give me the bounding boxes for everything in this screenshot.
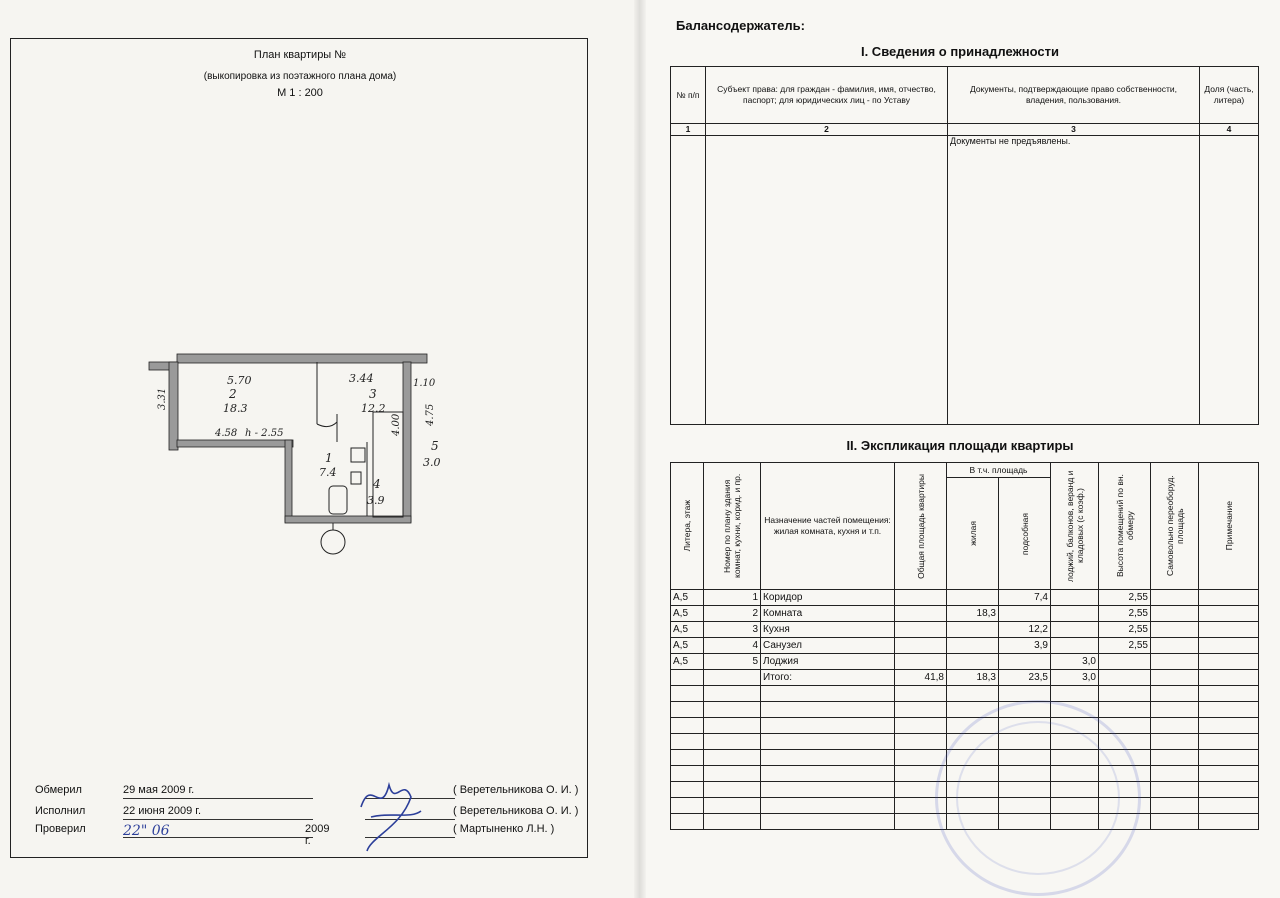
cell-purpose: Санузел bbox=[761, 638, 895, 654]
dim-room3-width: 4.00 bbox=[391, 413, 402, 436]
signature-name: ( Мартыненко Л.Н. ) bbox=[453, 823, 555, 835]
signature-date: 22" 06 bbox=[123, 823, 313, 838]
empty-cell bbox=[1051, 686, 1099, 702]
table-cell bbox=[671, 136, 706, 425]
cell-loggia bbox=[1051, 622, 1099, 638]
room-3-number: 3 bbox=[369, 387, 377, 401]
signature-year: 2009 г. bbox=[305, 823, 330, 847]
room-1-area: 7.4 bbox=[319, 466, 337, 479]
cell-aux bbox=[999, 654, 1051, 670]
cell-purpose: Комната bbox=[761, 606, 895, 622]
empty-cell bbox=[761, 814, 895, 830]
empty-cell bbox=[704, 814, 761, 830]
cell-note bbox=[1199, 654, 1259, 670]
empty-cell bbox=[947, 686, 999, 702]
cell-number: 4 bbox=[704, 638, 761, 654]
cell-self bbox=[1151, 670, 1199, 686]
cell-total bbox=[895, 622, 947, 638]
plan-scale: М 1 : 200 bbox=[277, 87, 323, 99]
cell-litera: А,5 bbox=[671, 654, 704, 670]
total-row bbox=[671, 670, 1259, 686]
cell-number: 1 bbox=[704, 590, 761, 606]
empty-cell bbox=[704, 750, 761, 766]
empty-cell bbox=[1151, 686, 1199, 702]
empty-cell bbox=[671, 814, 704, 830]
signature-date: 29 мая 2009 г. bbox=[123, 784, 313, 799]
empty-cell bbox=[671, 798, 704, 814]
cell-height bbox=[1099, 670, 1151, 686]
plan-frame bbox=[10, 38, 588, 858]
signature-date: 22 июня 2009 г. bbox=[123, 805, 313, 820]
cell-note bbox=[1199, 606, 1259, 622]
table-cell bbox=[1200, 136, 1259, 425]
dim-room2-length: 5.70 bbox=[227, 374, 252, 387]
cell-height: 2,55 bbox=[1099, 606, 1151, 622]
empty-cell bbox=[1099, 686, 1151, 702]
empty-cell bbox=[704, 702, 761, 718]
header-auxiliary: подсобная bbox=[999, 478, 1051, 590]
cell-total bbox=[895, 606, 947, 622]
empty-cell bbox=[895, 702, 947, 718]
empty-cell bbox=[704, 798, 761, 814]
signature-label: Проверил bbox=[35, 823, 86, 835]
empty-cell bbox=[999, 686, 1051, 702]
column-number: 2 bbox=[706, 124, 948, 136]
dim-room3-length: 3.44 bbox=[349, 372, 374, 385]
header-height: Высота помещений по вн. обмеру bbox=[1099, 463, 1151, 590]
cell-note bbox=[1199, 590, 1259, 606]
header-living: жилая bbox=[947, 478, 999, 590]
empty-row bbox=[671, 686, 1259, 702]
empty-cell bbox=[704, 686, 761, 702]
table-row bbox=[671, 606, 1259, 622]
empty-cell bbox=[671, 766, 704, 782]
cell-living bbox=[947, 638, 999, 654]
header-total-area: Общая площадь квартиры bbox=[895, 463, 947, 590]
cell-self bbox=[1151, 590, 1199, 606]
cell-aux: 12,2 bbox=[999, 622, 1051, 638]
cell-height: 2,55 bbox=[1099, 622, 1151, 638]
column-number: 4 bbox=[1200, 124, 1259, 136]
cell-loggia bbox=[1051, 590, 1099, 606]
room-5-area: 3.0 bbox=[423, 456, 441, 469]
empty-cell bbox=[761, 718, 895, 734]
cell-height: 2,55 bbox=[1099, 590, 1151, 606]
cell-litera: А,5 bbox=[671, 622, 704, 638]
signature-name: ( Веретельникова О. И. ) bbox=[453, 805, 579, 817]
empty-cell bbox=[1151, 766, 1199, 782]
table-row bbox=[671, 622, 1259, 638]
cell-loggia bbox=[1051, 606, 1099, 622]
cell-living bbox=[947, 654, 999, 670]
empty-cell bbox=[1199, 750, 1259, 766]
floor-plan-drawing bbox=[141, 324, 461, 569]
cell-total bbox=[895, 638, 947, 654]
cell-living: 18,3 bbox=[947, 606, 999, 622]
room-2-number: 2 bbox=[229, 387, 237, 401]
empty-cell bbox=[761, 766, 895, 782]
signature-label: Исполнил bbox=[35, 805, 86, 817]
handwritten-signature-icon bbox=[341, 767, 431, 857]
cell-loggia bbox=[1051, 638, 1099, 654]
room-4-area: 3.9 bbox=[367, 494, 385, 507]
empty-cell bbox=[704, 718, 761, 734]
empty-cell bbox=[761, 782, 895, 798]
empty-cell bbox=[1199, 782, 1259, 798]
empty-cell bbox=[704, 734, 761, 750]
table-row bbox=[671, 590, 1259, 606]
section1-title: I. Сведения о принадлежности bbox=[860, 44, 1060, 59]
empty-cell bbox=[895, 718, 947, 734]
room-1-number: 1 bbox=[325, 451, 333, 465]
cell-total bbox=[895, 590, 947, 606]
balance-holder-label: Балансодержатель: bbox=[676, 18, 805, 33]
empty-cell bbox=[1151, 814, 1199, 830]
documents-note: Документы не предъявлены. bbox=[948, 136, 1200, 425]
page-fold bbox=[634, 0, 646, 898]
cell-height: 2,55 bbox=[1099, 638, 1151, 654]
cell-number bbox=[704, 670, 761, 686]
dim-room2-width: 3.31 bbox=[157, 387, 168, 410]
dim-balcony-length: 4.75 bbox=[425, 403, 436, 426]
header-including: В т.ч. площадь bbox=[947, 463, 1051, 478]
empty-cell bbox=[671, 702, 704, 718]
dim-corridor-length: 4.58 bbox=[215, 428, 238, 439]
room-3-area: 12.2 bbox=[361, 402, 386, 415]
empty-cell bbox=[761, 702, 895, 718]
empty-cell bbox=[671, 782, 704, 798]
empty-cell bbox=[1151, 734, 1199, 750]
right-page bbox=[640, 0, 1280, 898]
empty-cell bbox=[761, 798, 895, 814]
table-cell bbox=[706, 136, 948, 425]
empty-cell bbox=[1151, 750, 1199, 766]
empty-cell bbox=[1151, 782, 1199, 798]
empty-cell bbox=[761, 750, 895, 766]
room-2-area: 18.3 bbox=[223, 402, 248, 415]
plan-title: План квартиры № bbox=[253, 49, 347, 61]
cell-total-label: Итого: bbox=[761, 670, 895, 686]
stamp-seal bbox=[935, 700, 1141, 896]
empty-cell bbox=[1199, 814, 1259, 830]
ownership-table bbox=[670, 66, 1259, 425]
cell-aux: 7,4 bbox=[999, 590, 1051, 606]
cell-purpose: Кухня bbox=[761, 622, 895, 638]
cell-purpose: Лоджия bbox=[761, 654, 895, 670]
empty-cell bbox=[1151, 718, 1199, 734]
empty-cell bbox=[895, 686, 947, 702]
empty-cell bbox=[761, 734, 895, 750]
room-4-number: 4 bbox=[373, 477, 381, 491]
empty-cell bbox=[671, 750, 704, 766]
header-cell: Доля (часть, литера) bbox=[1200, 67, 1259, 124]
header-cell: № п/п bbox=[671, 67, 706, 124]
header-cell: Субъект права: для граждан - фамилия, имя, отчество, паспорт; для юридических лиц - по Уставу bbox=[706, 67, 948, 124]
dim-balcony-width: 1.10 bbox=[413, 378, 436, 389]
column-number: 1 bbox=[671, 124, 706, 136]
header-loggia: лоджий, балконов, веранд и кладовых (с коэф.) bbox=[1051, 463, 1099, 590]
cell-note bbox=[1199, 670, 1259, 686]
cell-purpose: Коридор bbox=[761, 590, 895, 606]
room-5-number: 5 bbox=[431, 439, 439, 453]
cell-aux-sum: 23,5 bbox=[999, 670, 1051, 686]
empty-cell bbox=[1151, 798, 1199, 814]
header-purpose: Назначение частей помещения: жилая комната, кухня и т.п. bbox=[761, 463, 895, 590]
cell-litera: А,5 bbox=[671, 590, 704, 606]
cell-self bbox=[1151, 638, 1199, 654]
empty-cell bbox=[1151, 702, 1199, 718]
empty-cell bbox=[895, 750, 947, 766]
empty-cell bbox=[895, 734, 947, 750]
cell-self bbox=[1151, 622, 1199, 638]
header-litera: Литера, этаж bbox=[671, 463, 704, 590]
header-number: Номер по плану здания комнат, кухни, корид. и пр. bbox=[704, 463, 761, 590]
empty-row bbox=[671, 702, 1259, 718]
empty-cell bbox=[1199, 734, 1259, 750]
cell-height bbox=[1099, 654, 1151, 670]
dim-ceiling-height: h - 2.55 bbox=[245, 428, 284, 439]
cell-note bbox=[1199, 638, 1259, 654]
plan-subtitle: (выкопировка из поэтажного плана дома) bbox=[203, 71, 397, 82]
cell-litera: А,5 bbox=[671, 606, 704, 622]
cell-total-sum: 41,8 bbox=[895, 670, 947, 686]
cell-living bbox=[947, 590, 999, 606]
empty-cell bbox=[704, 766, 761, 782]
cell-aux: 3,9 bbox=[999, 638, 1051, 654]
cell-total bbox=[895, 654, 947, 670]
cell-living-sum: 18,3 bbox=[947, 670, 999, 686]
cell-self bbox=[1151, 606, 1199, 622]
empty-cell bbox=[1199, 702, 1259, 718]
cell-loggia-sum: 3,0 bbox=[1051, 670, 1099, 686]
table-row bbox=[671, 638, 1259, 654]
empty-cell bbox=[1199, 798, 1259, 814]
empty-cell bbox=[1199, 766, 1259, 782]
cell-note bbox=[1199, 622, 1259, 638]
cell-loggia: 3,0 bbox=[1051, 654, 1099, 670]
table-row bbox=[671, 654, 1259, 670]
header-cell: Документы, подтверждающие право собственности, владения, пользования. bbox=[948, 67, 1200, 124]
column-number: 3 bbox=[948, 124, 1200, 136]
cell-number: 2 bbox=[704, 606, 761, 622]
empty-cell bbox=[761, 686, 895, 702]
empty-cell bbox=[671, 718, 704, 734]
cell-litera bbox=[671, 670, 704, 686]
header-self-converted: Самовольно переоборуд. площадь bbox=[1151, 463, 1199, 590]
header-note: Примечание bbox=[1199, 463, 1259, 590]
signature-label: Обмерил bbox=[35, 784, 82, 796]
empty-cell bbox=[671, 686, 704, 702]
cell-litera: А,5 bbox=[671, 638, 704, 654]
empty-cell bbox=[671, 734, 704, 750]
cell-self bbox=[1151, 654, 1199, 670]
cell-aux bbox=[999, 606, 1051, 622]
cell-number: 3 bbox=[704, 622, 761, 638]
empty-cell bbox=[1199, 686, 1259, 702]
empty-cell bbox=[704, 782, 761, 798]
cell-living bbox=[947, 622, 999, 638]
empty-cell bbox=[1099, 702, 1151, 718]
signature-name: ( Веретельникова О. И. ) bbox=[453, 784, 579, 796]
empty-cell bbox=[1199, 718, 1259, 734]
cell-number: 5 bbox=[704, 654, 761, 670]
section2-title: II. Экспликация площади квартиры bbox=[846, 438, 1074, 453]
